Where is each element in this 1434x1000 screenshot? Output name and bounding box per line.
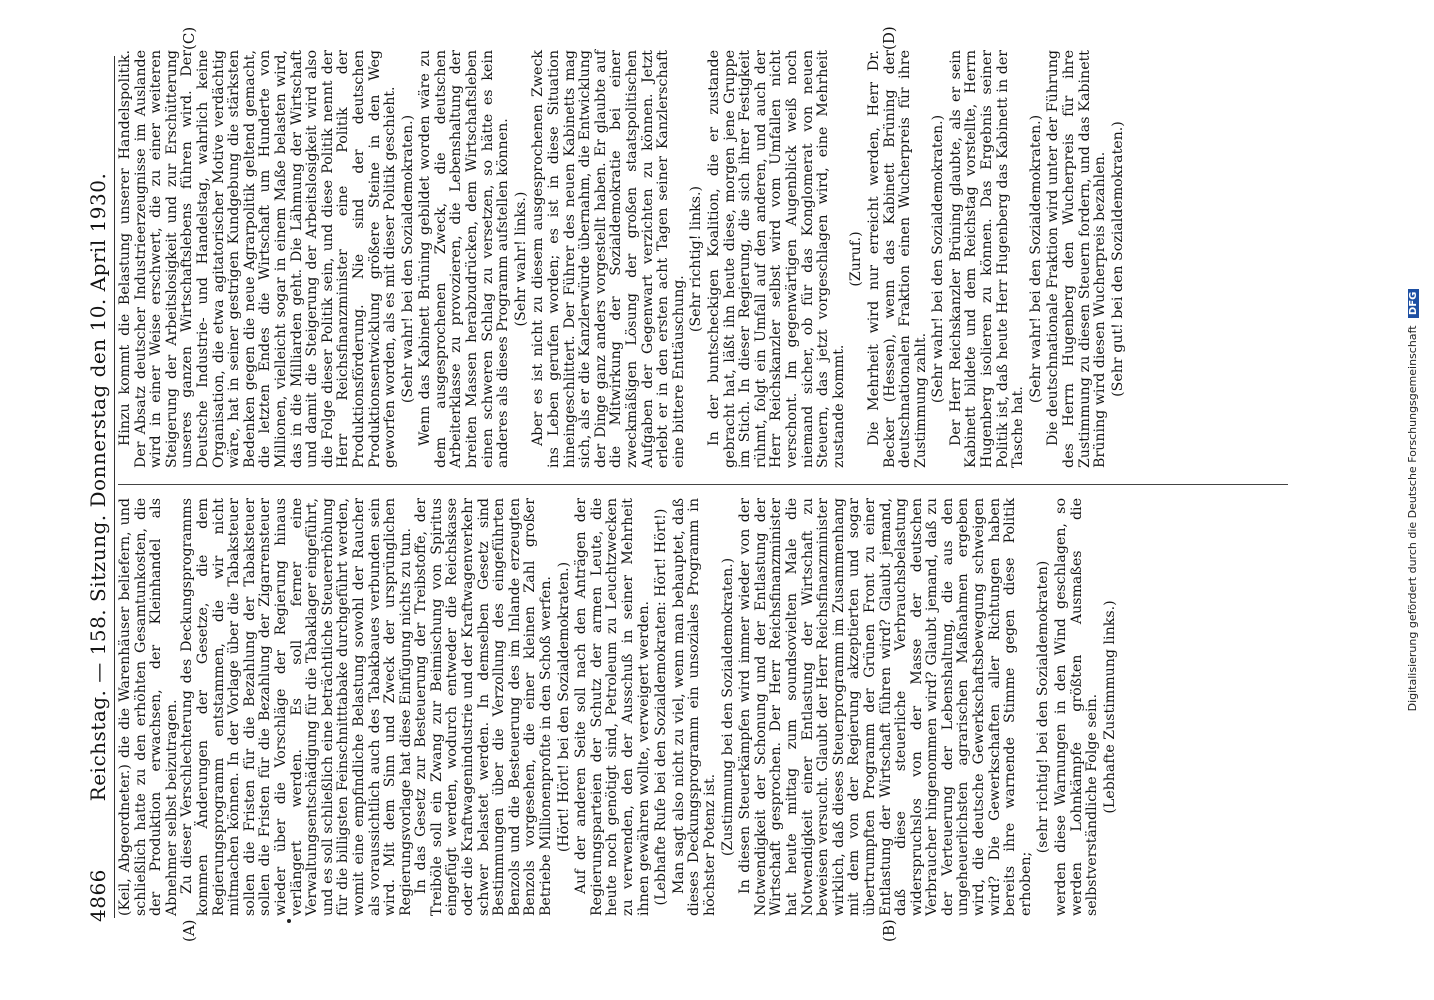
running-title: Reichstag. — 158. Sitzung. Donnerstag den 10. April 1930. (86, 172, 110, 802)
paragraph: (Keil, Abgeordneter.) die die Warenhäuser beliefern, und schließlich hatte zu den erhöhten Gesamtunkosten, die der Produktion erwachsen, der Kleinhandel als Abnehmer selbst beizutragen. (117, 498, 180, 916)
paragraph: Aber es ist nicht zu diesem ausgesprochenen Zweck ins Leben gerufen worden; es ist in diese Situation hineingeschlittert. Der Führer des neuen Kabinetts mag sich, als er die Kanzlerwürde übernahm, die Entwicklung der Dinge ganz anders vorgestellt haben. Er glaubte auf die Mitwirkung der Sozialdemokratie bei einer zweckmäßigen Lösung der großen staatspolitischen Aufgaben der Gegenwart verzichten zu können. Jetzt erlebt er in den ersten acht Tagen seiner Kanzlerschaft eine bittere Enttäuschung. (530, 50, 687, 468)
interjection: (Zustimmung bei den Sozialdemokraten.) (719, 557, 736, 857)
right-column (118, 50, 1128, 468)
digitization-credit (1406, 0, 1419, 1000)
interjection: (Sehr wahr! links.) (512, 191, 529, 327)
interjection: (Zuruf.) (848, 231, 865, 287)
paragraph: Auf der anderen Seite soll nach den Anträgen der Regierungsparteien der Schutz der armen Leute, die heute noch genötigt sind, Petroleum zu Leuchtzwecken zu verwenden, den der Ausschuß in seiner Mehrheit ihnen gewähren wollte, verweigert werden. (573, 498, 652, 916)
interjection: (Lebhafte Rufe bei den Sozialdemokraten: Hört! Hört!) (653, 508, 670, 906)
paragraph: Die deutschnationale Fraktion wird unter der Führung des Herrn Hugenberg den Wucherpreis für ihre Zustimmung zu diesen Steuern fordern, und das Kabinett Brüning wird diesen Wucherpreis bezahlen. (1045, 50, 1109, 468)
paragraph: Hinzu kommt die Belastung unserer Handelspolitik. Der Absatz deutscher Industrieerzeugnisse im Auslande wird in einer Weise erschwert, die zu einer weiteren Steigerung der Arbeitslosigkeit und zur Erschütterung unseres ganzen Wirtschaftslebens führen wird. Der Deutsche Industrie- und Handelstag, wahrlich keine Organisation, die etwa agitatorischer Motive verdächtig wäre, hat in seiner gestrigen Kundgebung die stärksten Bedenken gegen die neue Agrarpolitik geltend gemacht, die letzten Endes die Wirtschaft um Hunderte von Millionen, vielleicht sogar in einem Maße belasten wird, das in die Milliarden geht. Die Lähmung der Wirtschaft und damit die Steigerung der Arbeitslosigkeit wird also die Folge dieser Politik sein, und diese Politik nennt der Herr Reichsfinanzminister eine Politik der Produktionsförderung. Nie sind der deutschen Produktionsentwicklung größere Steine in den Weg geworfen worden, als es mit dieser Politik geschieht. (117, 50, 399, 468)
page-number: 4866 (86, 869, 110, 922)
interjection: (Hört! Hört! bei den Sozialdemokraten.) (555, 561, 572, 853)
interjection: (Lebhafte Zustimmung links.) (1101, 600, 1118, 814)
header-rule (114, 56, 115, 918)
interjection: (Sehr wahr! bei den Sozialdemokraten.) (1027, 114, 1044, 404)
margin-mark-b: (B) (880, 919, 898, 942)
paragraph: Man sagt also nicht zu viel, wenn man behauptet, daß dieses Deckungsprogramm ein unsoziales Programm in höchster Potenz ist. (670, 498, 718, 916)
interjection: (sehr richtig! bei den Sozialdemokraten) (1035, 560, 1052, 854)
paragraph: Zu dieser Verschlechterung des Deckungsprogramms kommen Änderungen der Gesetze, die dem Regierungsprogramm entstammen, die wir nicht mitmachen können. In der Vorlage über die Tabaksteuer sollen die Fristen für die Bezahlung der Tabaksteuer sollen die Fristen für die Bezahlung der Zigarrensteuer wieder über die Vorschläge der Regierung hinaus verlängert werden. Es soll ferner eine Verwaltungsentschädigung für die Tabaklager eingeführt, und es soll schließlich eine beträchtliche Steuererhöhung für die billigsten Feinschnitttabake durchgeführt werden, womit eine empfindliche Belastung sowohl der Raucher als voraussichtlich auch des Tabakbaues verbunden sein wird. Mit dem Sinn und Zweck der ursprünglichen Regierungsvorlage hat diese Einfügung nichts zu tun. (179, 498, 414, 916)
paragraph: In das Gesetz zur Besteuerung der Treibstoffe, der Treiböle soll ein Zwang zur Beimischung von Spiritus eingefügt werden, wodurch entweder die Reichskasse oder die Kraftwagenindustrie und der Kraftwagenverkehr schwer belastet werden. In demselben Gesetz sind Bestimmungen über die Verzollung des eingeführten Benzols und die Besteuerung des im Inlande erzeugten Benzols vorgesehen, die einer kleinen Zahl großer Betriebe Millionenprofite in den Schoß werfen. (413, 498, 555, 916)
dfg-logo: DFG (1408, 289, 1419, 318)
margin-mark-d: (D) (880, 26, 898, 50)
interjection: (Sehr wahr! bei den Sozialdemokraten.) (399, 114, 416, 404)
left-column (118, 498, 1120, 916)
margin-mark-a: (A) (180, 919, 198, 942)
margin-mark-c: (C) (180, 26, 198, 50)
paragraph: Wenn das Kabinett Brüning gebildet worden wäre zu dem ausgesprochenen Zweck, die deutschen Arbeiterklasse zu provozieren, die Lebenshaltung der breiten Massen herabzudrücken, dem Wirtschaftsleben einen schweren Schlag zu versetzen, so hätte es kein anderes als dieses Programm aufstellen können. (417, 50, 512, 468)
page-header (86, 52, 112, 922)
interjection: (Sehr wahr! bei den Sozialdemokraten.) (930, 114, 947, 404)
paragraph: Der Herr Reichskanzler Brüning glaubte, als er sein Kabinett bildete und dem Reichstag vorstellte, Herrn Hugenberg isolieren zu können. Das Ergebnis seiner Politik ist, daß heute Herr Hugenberg das Kabinett in der Tasche hat. (947, 50, 1027, 468)
paragraph: Die Mehrheit wird nur erreicht werden, Herr Dr. Becker (Hessen), wenn das Kabinett Brüning der deutschnationalen Fraktion einen Wucherpreis für ihre Zustimmung zahlt. (865, 50, 929, 468)
interjection: (Sehr gut! bei den Sozialdemokraten.) (1109, 121, 1126, 397)
paragraph: In der buntscheckigen Koalition, die er zustande gebracht hat, läßt ihn heute diese, morgen jene Gruppe im Stich. In dieser Regierung, die sich ihrer Festigkeit rühmt, folgt ein Umfall auf den anderen, und auch der Herr Reichskanzler selbst wird vom Umfallen nicht verschont. Im gegenwärtigen Augenblick weiß noch niemand sicher, ob für das Konglomerat von neuen Steuern, das jetzt vorgeschlagen wird, eine Mehrheit zustande kommt. (705, 50, 847, 468)
paragraph: werden diese Warnungen in den Wind geschlagen, so werden Lohnkämpfe größten Ausmaßes die selbstverständliche Folge sein. (1053, 498, 1101, 916)
credit-text: Digitalisierung gefördert durch die Deutsche Forschungsgemeinschaft (1406, 325, 1419, 712)
scan-speck (287, 919, 291, 923)
interjection: (Sehr richtig! links.) (688, 185, 705, 333)
paragraph: In diesen Steuerkämpfen wird immer wieder von der Notwendigkeit der Schonung und der Entlastung der Wirtschaft gesprochen. Der Herr Reichsfinanzminister hat heute mittag zum soundsovielten Male die Notwendigkeit einer Entlastung der Wirtschaft zu beweisen versucht. Glaubt der Herr Reichsfinanzminister wirklich, daß dieses Steuerprogramm im Zusammenhang mit dem von der Regierung akzeptierten und sogar übertrumpften Programm der Grünen Front zu einer Entlastung der Wirtschaft führen wird? Glaubt jemand, daß diese steuerliche Verbrauchsbelastung widerspruchslos von der Masse der deutschen Verbraucher hingenommen wird? Glaubt jemand, daß zu der Verteuerung der Lebenshaltung, die aus den ungeheuerlichsten agrarischen Maßnahmen ergeben wird, die deutsche Gewerkschaftsbewegung schweigen wird? Die Gewerkschaften aller Richtungen haben bereits ihre warnende Stimme gegen diese Politik erhoben; (737, 498, 1034, 916)
column-divider (118, 484, 1288, 485)
